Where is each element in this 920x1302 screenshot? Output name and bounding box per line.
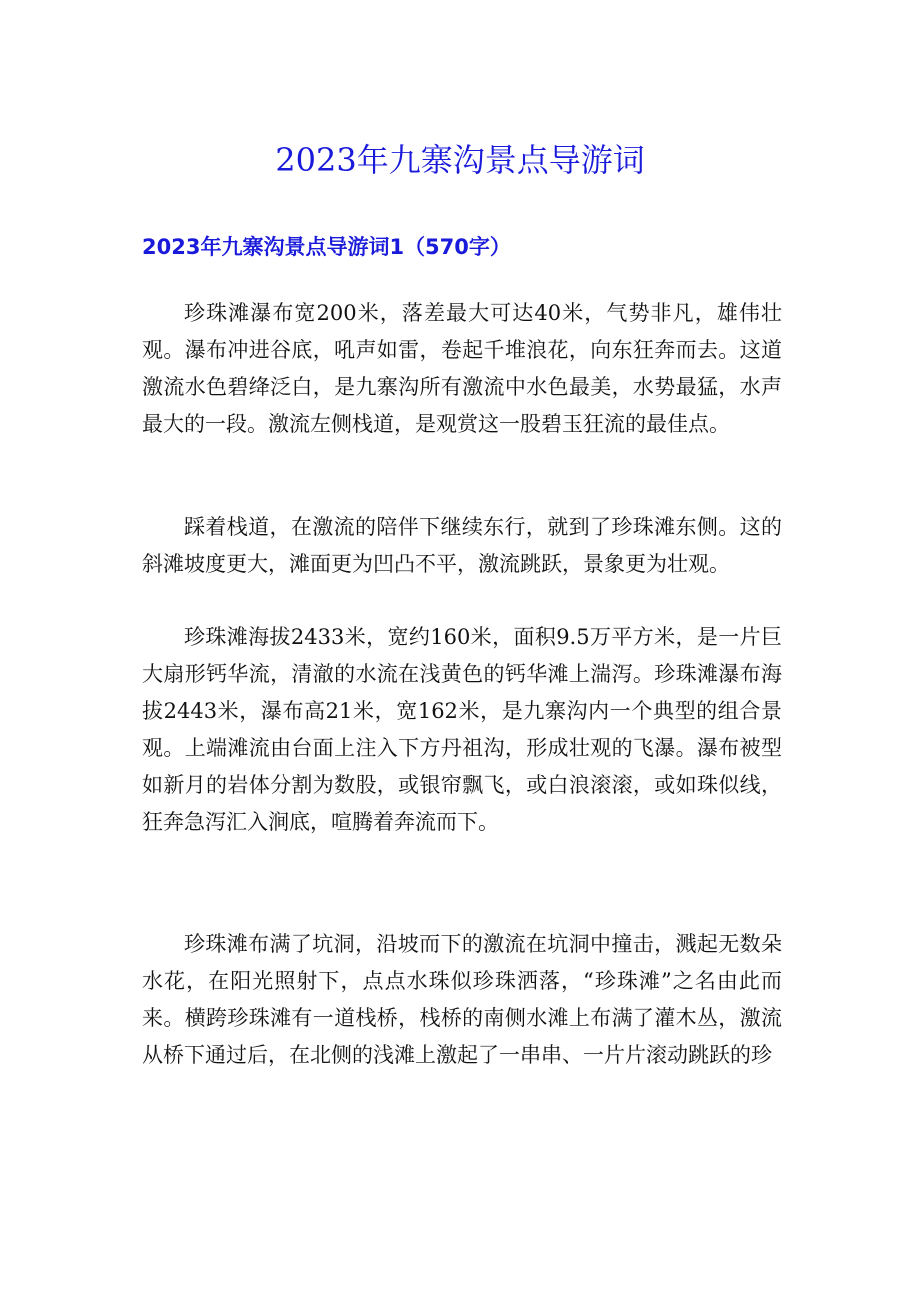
page-title: 2023年九寨沟景点导游词 (275, 141, 645, 179)
section-heading: 2023年九寨沟景点导游词1（570字） (142, 235, 511, 259)
paragraph-3: 珍珠滩海拔2433米，宽约160米，面积9.5万平方米，是一片巨大扇形钙华流，清澈的水流在浅黄色的钙华滩上湍泻。珍珠滩瀑布海拔2443米，瀑布高21米，宽162米，是九寨沟内一个典型的组合景观。上端滩流由台面上注入下方丹祖沟，形成壮观的飞瀑。瀑布被型如新月的岩体分割为数股，或银帘飘飞，或白浪滚滚，或如珠似线，狂奔急泻汇入涧底，喧腾着奔流而下。 (142, 625, 782, 834)
paragraph-2: 踩着栈道，在激流的陪伴下继续东行，就到了珍珠滩东侧。这的斜滩坡度更大，滩面更为凹凸不平，激流跳跃，景象更为壮观。 (142, 515, 782, 576)
paragraph-4: 珍珠滩布满了坑洞，沿坡而下的激流在坑洞中撞击，溅起无数朵水花，在阳光照射下，点点水珠似珍珠洒落，“珍珠滩”之名由此而来。横跨珍珠滩有一道栈桥，栈桥的南侧水滩上布满了灌木丛，激流从桥下通过后，在北侧的浅滩上激起了一串串、一片片滚动跳跃的珍 (142, 932, 782, 1067)
paragraph-1: 珍珠滩瀑布宽200米，落差最大可达40米，气势非凡，雄伟壮观。瀑布冲进谷底，吼声如雷，卷起千堆浪花，向东狂奔而去。这道激流水色碧绛泛白，是九寨沟所有激流中水色最美，水势最猛，水声最大的一段。激流左侧栈道，是观赏这一股碧玉狂流的最佳点。 (142, 301, 782, 436)
